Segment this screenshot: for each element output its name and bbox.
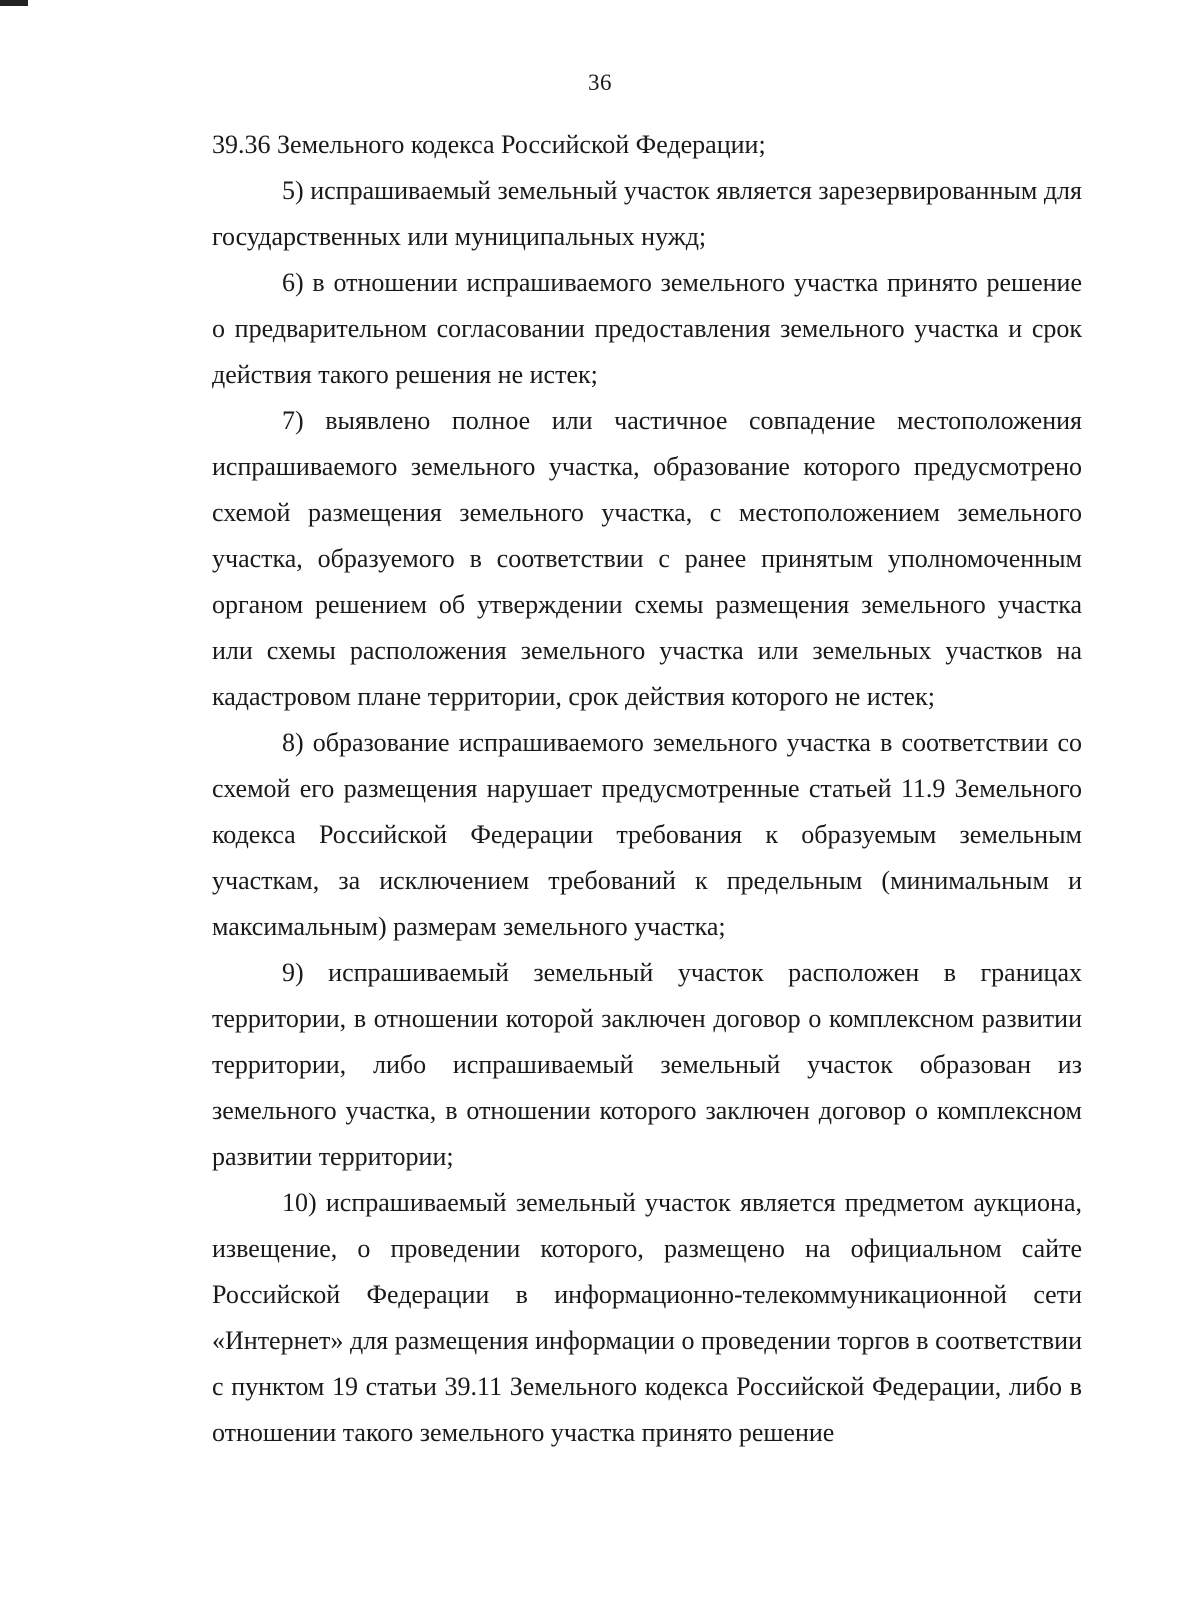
document-body xyxy=(212,122,1082,1456)
paragraph-item-10: 10) испрашиваемый земельный участок является предметом аукциона, извещение, о проведении которого, размещено на официальном сайте Российской Федерации в информационно-телекоммуникационной сети «Интернет» для размещения информации о проведении торгов в соответствии с пунктом 19 статьи 39.11 Земельного кодекса Российской Федерации, либо в отношении такого земельного участка принято решение xyxy=(212,1188,1082,1447)
paragraph-item-8: 8) образование испрашиваемого земельного участка в соответствии со схемой его размещения нарушает предусмотренные статьей 11.9 Земельного кодекса Российской Федерации требования к образуемым земельным участкам, за исключением требований к предельным (минимальным и максимальным) размерам земельного участка; xyxy=(212,728,1082,941)
paragraph-item-7: 7) выявлено полное или частичное совпадение местоположения испрашиваемого земельного участка, образование которого предусмотрено схемой размещения земельного участка, с местоположением земельного участка, образуемого в соответствии с ранее принятым уполномоченным органом решением об утверждении схемы размещения земельного участка или схемы расположения земельного участка или земельных участков на кадастровом плане территории, срок действия которого не истек; xyxy=(212,406,1082,711)
paragraph-continuation: 39.36 Земельного кодекса Российской Федерации; xyxy=(212,130,766,159)
paragraph-item-6: 6) в отношении испрашиваемого земельного участка принято решение о предварительном согласовании предоставления земельного участка и срок действия такого решения не истек; xyxy=(212,268,1082,389)
page-number: 36 xyxy=(588,70,612,95)
paragraph-item-9: 9) испрашиваемый земельный участок расположен в границах территории, в отношении которой заключен договор о комплексном развитии территории, либо испрашиваемый земельный участок образован из земельного участка, в отношении которого заключен договор о комплексном развитии территории; xyxy=(212,958,1082,1171)
paragraph-item-5: 5) испрашиваемый земельный участок является зарезервированным для государственных или муниципальных нужд; xyxy=(212,176,1082,251)
scan-edge-mark xyxy=(0,0,28,6)
